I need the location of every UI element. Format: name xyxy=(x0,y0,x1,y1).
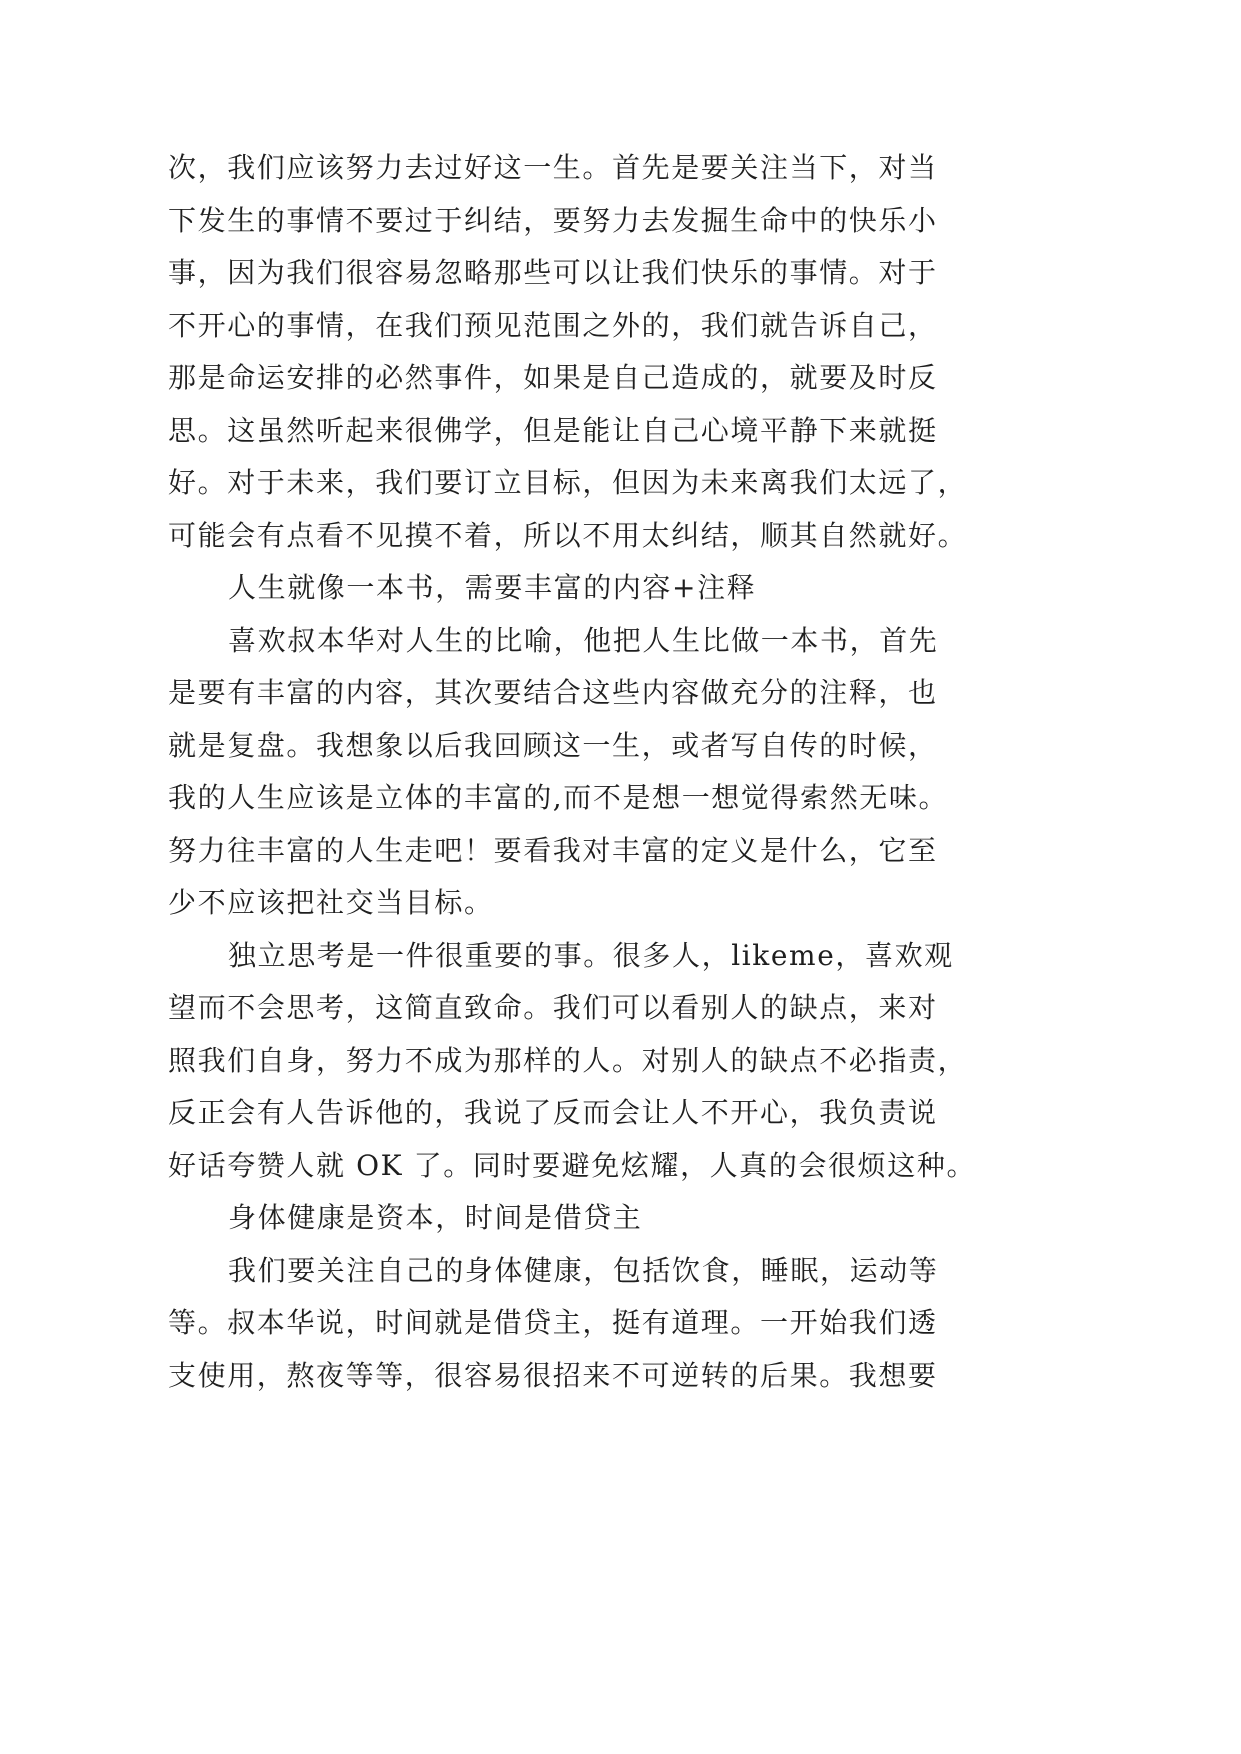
text-line: 那是命运安排的必然事件，如果是自己造成的，就要及时反 xyxy=(168,361,938,394)
text-line: 下发生的事情不要过于纠结，要努力去发掘生命中的快乐小 xyxy=(168,203,938,237)
text-line: 照我们自身，努力不成为那样的人。对别人的缺点不必指责， xyxy=(168,1043,968,1077)
text-line: 独立思考是一件很重要的事。很多人，likeme，喜欢观 xyxy=(228,938,954,972)
text-line: 我们要关注自己的身体健康，包括饮食，睡眠，运动等 xyxy=(228,1253,939,1287)
text-line: 好。对于未来，我们要订立目标，但因为未来离我们太远了， xyxy=(168,466,968,499)
text-line: 支使用，熬夜等等，很容易很招来不可逆转的后果。我想要 xyxy=(168,1358,938,1392)
section-heading: 人生就像一本书，需要丰富的内容+注释 xyxy=(228,571,757,604)
document-body xyxy=(168,150,988,1410)
text-line: 反正会有人告诉他的，我说了反而会让人不开心，我负责说 xyxy=(168,1096,938,1129)
text-line: 我的人生应该是立体的丰富的,而不是想一想觉得索然无味。 xyxy=(168,781,949,814)
text-line: 不开心的事情，在我们预见范围之外的，我们就告诉自己， xyxy=(168,308,938,342)
text-line: 是要有丰富的内容，其次要结合这些内容做充分的注释，也 xyxy=(168,676,938,709)
text-line: 可能会有点看不见摸不着，所以不用太纠结，顺其自然就好。 xyxy=(168,518,968,552)
text-line: 好话夸赞人就 OK 了。同时要避免炫耀，人真的会很烦这种。 xyxy=(168,1148,977,1182)
section-heading: 身体健康是资本，时间是借贷主 xyxy=(228,1201,643,1234)
text-line: 就是复盘。我想象以后我回顾这一生，或者写自传的时候， xyxy=(168,728,938,762)
text-line: 次，我们应该努力去过好这一生。首先是要关注当下，对当 xyxy=(168,151,938,184)
text-line: 少不应该把社交当目标。 xyxy=(168,886,494,919)
text-line: 思。这虽然听起来很佛学，但是能让自己心境平静下来就挺 xyxy=(168,413,938,447)
text-line: 努力往丰富的人生走吧！要看我对丰富的定义是什么，它至 xyxy=(168,833,938,867)
text-line: 望而不会思考，这简直致命。我们可以看别人的缺点，来对 xyxy=(168,991,938,1024)
text-line: 等。叔本华说，时间就是借贷主，挺有道理。一开始我们透 xyxy=(168,1306,938,1339)
text-line: 喜欢叔本华对人生的比喻，他把人生比做一本书，首先 xyxy=(228,623,939,657)
text-line: 事，因为我们很容易忽略那些可以让我们快乐的事情。对于 xyxy=(168,256,938,289)
